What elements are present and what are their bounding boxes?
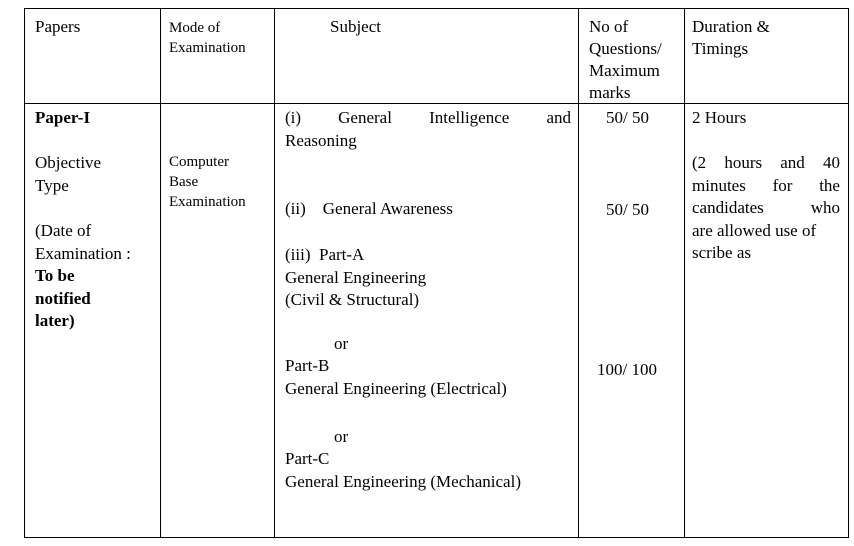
- subject-3: (iii) Part-A General Engineering (Civil & Structural): [285, 245, 427, 309]
- marks-1: 50/ 50: [606, 108, 649, 127]
- subject-4: Part-B General Engineering (Electrical): [285, 356, 507, 398]
- paper-type: Objective Type: [35, 153, 102, 195]
- table-right-border: [848, 8, 849, 538]
- duration-note: (2 hours and 40 minutes for the candidates who are allowed use of scribe as: [692, 153, 840, 262]
- header-mode: Mode of Examination: [169, 20, 246, 56]
- paper-name: Paper-I: [35, 108, 91, 127]
- col-divider-1: [160, 8, 161, 538]
- exam-scheme-table: [24, 8, 849, 538]
- subject-1: (i) General Intelligence and Reasoning: [285, 108, 571, 150]
- subject-or-1: or: [334, 334, 349, 353]
- duration-hours: 2 Hours: [692, 108, 747, 127]
- paper-date: (Date of Examination : To be notified later): [35, 221, 131, 330]
- col-divider-3: [578, 8, 579, 538]
- subject-2: (ii) General Awareness: [285, 199, 453, 218]
- marks-3: 100/ 100: [597, 360, 657, 379]
- table-left-border: [24, 8, 25, 538]
- header-subject: Subject: [330, 17, 381, 36]
- subject-5: Part-C General Engineering (Mechanical): [285, 449, 521, 491]
- header-questions: No of Questions/ Maximum marks: [589, 17, 662, 102]
- table-bottom-border: [24, 537, 849, 538]
- col-divider-2: [274, 8, 275, 538]
- subject-or-2: or: [334, 427, 349, 446]
- exam-mode: Computer Base Examination: [169, 154, 246, 210]
- header-row-divider: [24, 103, 849, 104]
- header-duration: Duration & Timings: [692, 17, 770, 58]
- table-top-border: [24, 8, 849, 9]
- marks-2: 50/ 50: [606, 200, 649, 219]
- col-divider-4: [684, 8, 685, 538]
- header-papers: Papers: [35, 17, 81, 36]
